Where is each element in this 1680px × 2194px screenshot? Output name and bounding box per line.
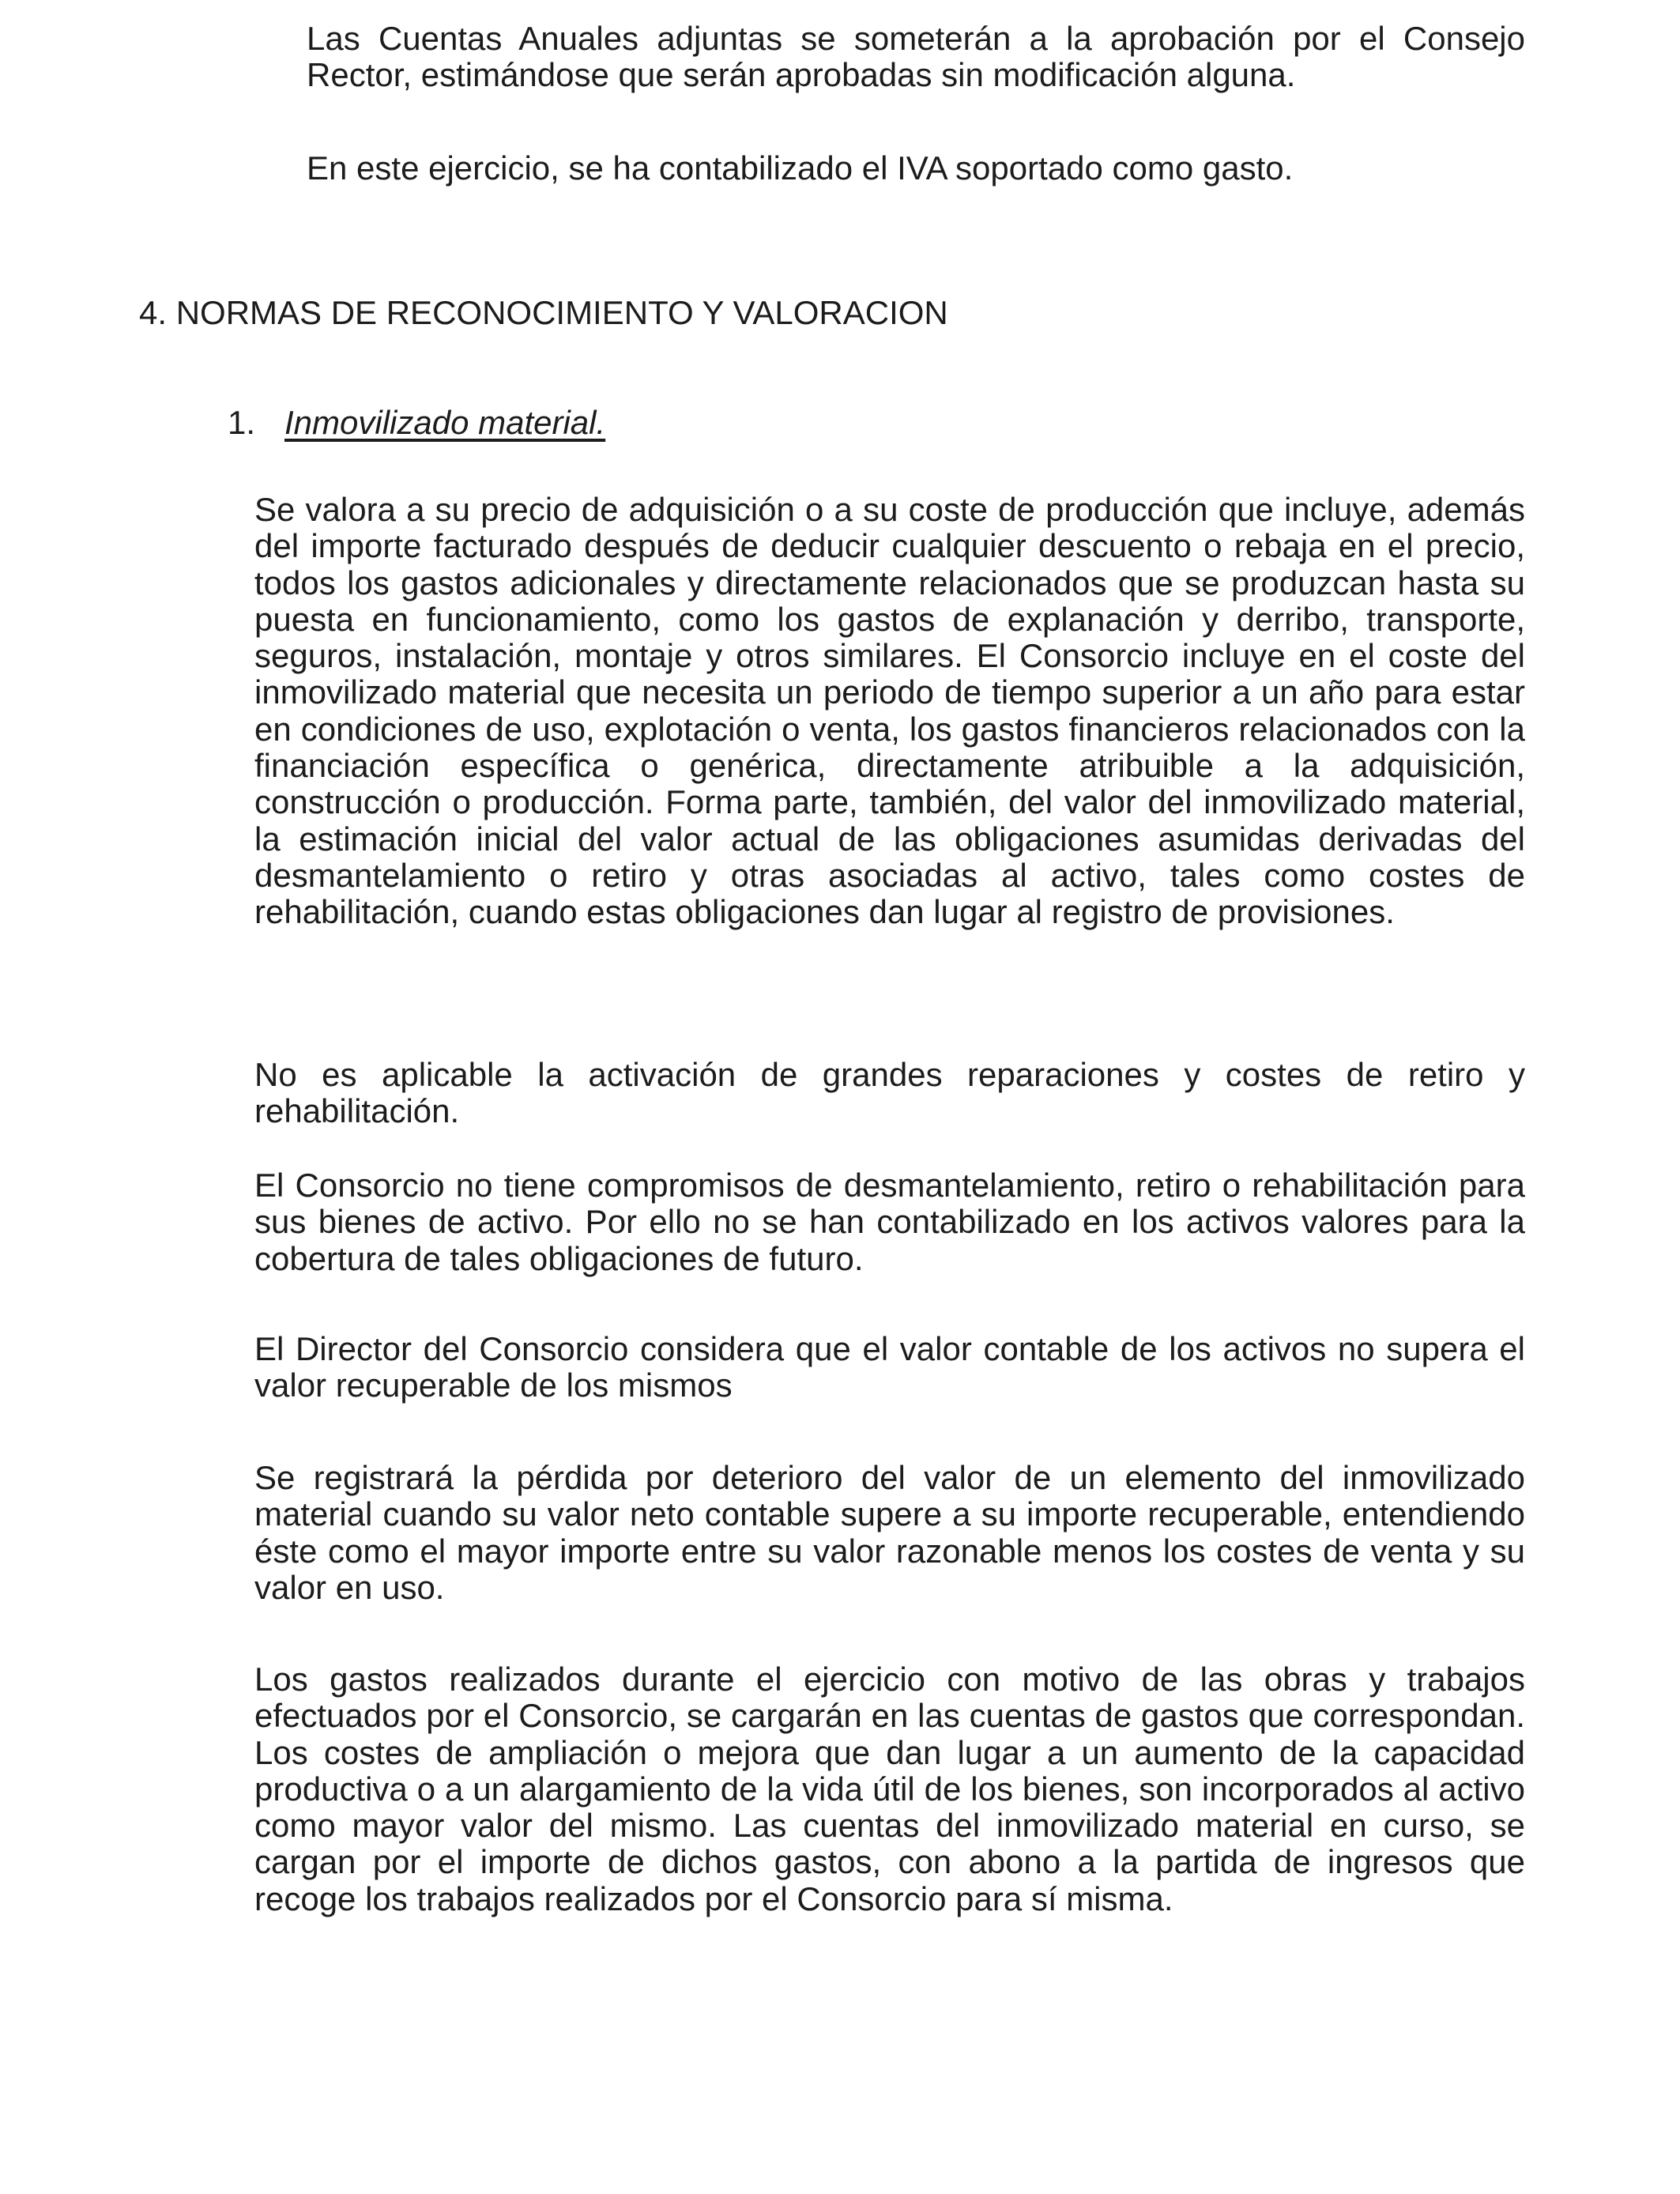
paragraph-impairment: Se registrará la pérdida por deterioro del valor de un elemento del inmovilizado material cuando su valor neto contable supere a su importe recuperable, entendiendo éste como el mayor importe entre su valor razonable menos los costes de venta y su valor en uso.: [254, 1459, 1525, 1606]
list-item-inmovilizado: [228, 403, 605, 443]
paragraph-valuation: Se valora a su precio de adquisición o a su coste de producción que incluye, además del importe facturado después de deducir cualquier descuento o rebaja en el precio, todos los gastos adicionales y directamente relacionados que se produzcan hasta su puesta en funcionamiento, como los gastos de explanación y derribo, transporte, seguros, instalación, montaje y otros similares. El Consorcio incluye en el coste del inmovilizado material que necesita un periodo de tiempo superior a un año para estar en condiciones de uso, explotación o venta, los gastos financieros relacionados con la financiación específica o genérica, directamente atribuible a la adquisición, construcción o producción. Forma parte, también, del valor del inmovilizado material, la estimación inicial del valor actual de las obligaciones asumidas derivadas del desmantelamiento o retiro y otras asociadas al activo, tales como costes de rehabilitación, cuando estas obligaciones dan lugar al registro de provisiones.: [254, 491, 1525, 931]
intro-paragraph-iva: En este ejercicio, se ha contabilizado el IVA soportado como gasto.: [307, 149, 1294, 187]
paragraph-works-expenses: Los gastos realizados durante el ejercicio con motivo de las obras y trabajos efectuados por el Consorcio, se cargarán en las cuentas de gastos que correspondan. Los costes de ampliación o mejora que dan lugar a un aumento de la capacidad productiva o a un alargamiento de la vida útil de los bienes, son incorporados al activo como mayor valor del mismo. Las cuentas del inmovilizado material en curso, se cargan por el importe de dichos gastos, con abono a la partida de ingresos que recoge los trabajos realizados por el Consorcio para sí misma.: [254, 1661, 1525, 1917]
intro-paragraph-approval: Las Cuentas Anuales adjuntas se someterán a la aprobación por el Consejo Rector, estimándose que serán aprobadas sin modificación alguna.: [307, 20, 1525, 94]
paragraph-repairs: No es aplicable la activación de grandes reparaciones y costes de retiro y rehabilitación.: [254, 1056, 1525, 1130]
paragraph-recoverable-value: El Director del Consorcio considera que el valor contable de los activos no supera el valor recuperable de los mismos: [254, 1330, 1525, 1404]
list-item-number: 1.: [228, 404, 256, 441]
paragraph-dismantling: El Consorcio no tiene compromisos de desmantelamiento, retiro o rehabilitación para sus bienes de activo. Por ello no se han contabilizado en los activos valores para la cobertura de tales obligaciones de futuro.: [254, 1167, 1525, 1277]
list-item-label: Inmovilizado material.: [284, 404, 606, 441]
section-heading: 4. NORMAS DE RECONOCIMIENTO Y VALORACION: [139, 294, 948, 331]
